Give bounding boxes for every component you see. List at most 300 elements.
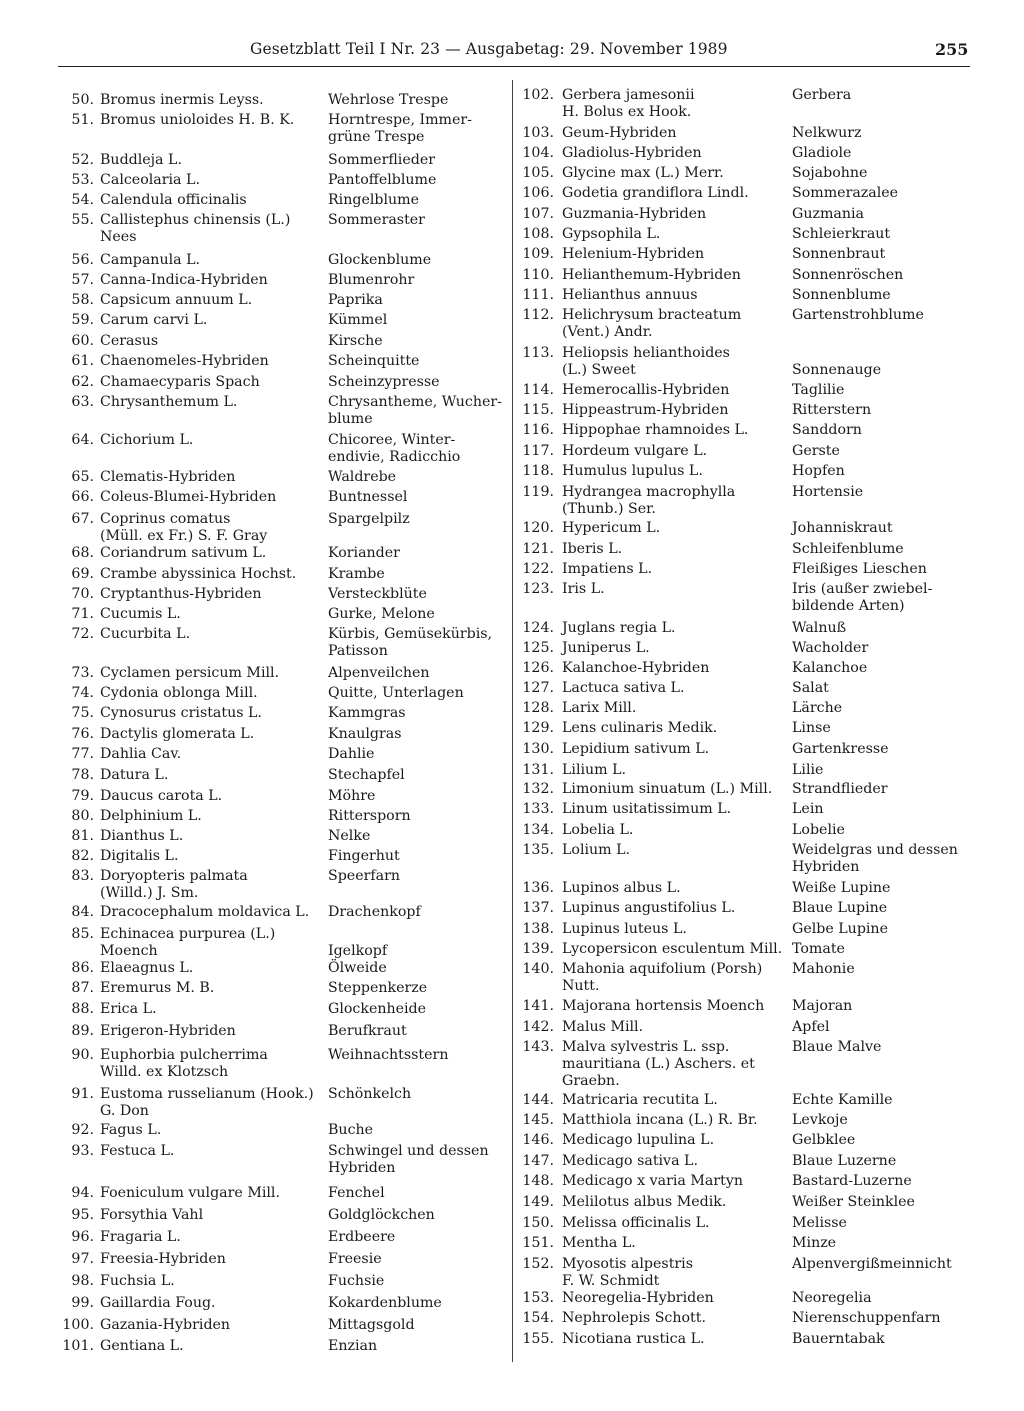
german-name-line: Glockenheide: [328, 1001, 427, 1017]
german-name-line: Sonnenbraut: [792, 246, 886, 262]
german-name: [328, 374, 440, 391]
german-name-line: Nierenschuppenfarn: [792, 1310, 941, 1326]
botanical-name-line: Gentiana L.: [100, 1338, 184, 1354]
german-name: [328, 292, 383, 309]
entry-number: 62.: [71, 374, 94, 390]
botanical-name: [562, 443, 707, 460]
botanical-name-line: (Willd.) J. Sm.: [100, 885, 199, 901]
entry-number: 79.: [71, 788, 94, 804]
entry-number: 109.: [522, 246, 554, 262]
botanical-name-line: Glycine max (L.) Merr.: [562, 165, 724, 181]
german-name-line: Rittersporn: [328, 808, 411, 824]
botanical-name: [562, 345, 730, 379]
botanical-name-line: Gladiolus-Hybriden: [562, 145, 702, 161]
botanical-name-line: Mahonia aquifolium (Porsh): [562, 961, 763, 977]
botanical-name: [562, 422, 748, 439]
entry-number: 152.: [522, 1256, 554, 1272]
german-name-line: Ritterstern: [792, 402, 872, 418]
botanical-name: [100, 1295, 216, 1312]
botanical-name: [100, 489, 276, 506]
german-name-line: Gerste: [792, 443, 840, 459]
german-name-line: Koriander: [328, 545, 400, 561]
german-name: [328, 828, 370, 845]
botanical-name-line: Carum carvi L.: [100, 312, 208, 328]
botanical-name-line: Echinacea purpurea (L.): [100, 926, 276, 942]
entry-number: 127.: [522, 680, 554, 696]
botanical-name-line: (Thunb.) Ser.: [562, 501, 656, 517]
botanical-name: [100, 1251, 226, 1268]
botanical-name: [562, 1112, 758, 1129]
entry-number: 76.: [71, 726, 94, 742]
german-name: [792, 443, 840, 460]
german-name-line: Gelbe Lupine: [792, 921, 888, 937]
botanical-name: [100, 1273, 175, 1290]
botanical-name: [562, 145, 702, 162]
german-name: [328, 1185, 385, 1202]
botanical-name: [562, 463, 703, 480]
botanical-name-line: Hippophae rhamnoides L.: [562, 422, 749, 438]
german-name: [792, 1112, 848, 1129]
botanical-name: [100, 1338, 184, 1355]
botanical-name-line: Lobelia L.: [562, 822, 634, 838]
botanical-name: [100, 1122, 161, 1139]
german-name-line: Sojabohne: [792, 165, 868, 181]
german-name: [792, 1019, 830, 1036]
botanical-name-line: Iberis L.: [562, 541, 623, 557]
entry-number: 95.: [71, 1207, 94, 1223]
entry-number: 57.: [71, 272, 94, 288]
botanical-name-line: Lolium L.: [562, 842, 631, 858]
german-name-line: Weiße Lupine: [792, 880, 891, 896]
botanical-name: [100, 586, 262, 603]
botanical-name: [562, 1132, 714, 1149]
german-name-line: Hybriden: [792, 859, 860, 875]
german-name-line: Apfel: [792, 1019, 830, 1035]
botanical-name: [562, 1173, 743, 1190]
german-name: [328, 1122, 373, 1139]
botanical-name: [562, 620, 676, 637]
entry-number: 50.: [71, 92, 94, 108]
entry-number: 141.: [522, 998, 554, 1014]
botanical-name: [100, 606, 181, 623]
german-name: [328, 705, 406, 722]
botanical-name-line: Juglans regia L.: [562, 620, 676, 636]
botanical-name-line: F. W. Schmidt: [562, 1273, 660, 1289]
botanical-name: [562, 741, 709, 758]
german-name: [792, 921, 888, 938]
german-name-line: Lobelie: [792, 822, 845, 838]
entry-number: 65.: [71, 469, 94, 485]
german-name: [792, 1235, 836, 1252]
german-name-line: Speerfarn: [328, 868, 401, 884]
german-name-line: Schleifenblume: [792, 541, 904, 557]
german-name-line: Lilie: [792, 762, 824, 778]
german-name-line: Walnuß: [792, 620, 847, 636]
german-name-line: Möhre: [328, 788, 376, 804]
german-name: [328, 626, 492, 660]
entry-number: 113.: [522, 345, 554, 361]
german-name: [792, 941, 845, 958]
german-name: [328, 1317, 415, 1334]
botanical-name: [562, 900, 735, 917]
botanical-name: [562, 781, 772, 798]
german-name-line: Gartenstrohblume: [792, 307, 924, 323]
german-name-line: Blaue Luzerne: [792, 1153, 897, 1169]
german-name: [792, 1290, 872, 1307]
german-name: [328, 152, 435, 169]
german-name-line: Strandflieder: [792, 781, 888, 797]
german-name: [328, 252, 431, 269]
german-name-line: Kümmel: [328, 312, 388, 328]
botanical-name: [100, 848, 179, 865]
german-name-line: Johanniskraut: [792, 520, 893, 536]
german-name-line: Patisson: [328, 643, 388, 659]
german-name: [792, 1215, 847, 1232]
botanical-name-line: Mentha L.: [562, 1235, 636, 1251]
entry-number: 143.: [522, 1039, 554, 1055]
entry-number: 71.: [71, 606, 94, 622]
german-name: [792, 165, 867, 182]
german-name: [792, 1153, 896, 1170]
german-name: [792, 246, 885, 263]
botanical-name: [100, 353, 269, 370]
botanical-name-line: Lepidium sativum L.: [562, 741, 710, 757]
entry-number: 83.: [71, 868, 94, 884]
botanical-name-line: Heliopsis helianthoides: [562, 345, 730, 361]
botanical-name: [562, 484, 735, 518]
botanical-name: [100, 212, 290, 246]
entry-number: 90.: [71, 1047, 94, 1063]
german-name: [328, 1023, 407, 1040]
german-name: [792, 640, 868, 657]
german-name-line: grüne Trespe: [328, 129, 425, 145]
german-name: [792, 1310, 941, 1327]
german-name-line: Gelbklee: [792, 1132, 856, 1148]
german-name-line: Glockenblume: [328, 252, 432, 268]
entry-number: 107.: [522, 206, 554, 222]
entry-number: 125.: [522, 640, 554, 656]
entry-number: 60.: [71, 333, 94, 349]
botanical-name: [562, 1039, 755, 1090]
entry-number: 155.: [522, 1331, 554, 1347]
botanical-name-line: Calendula officinalis: [100, 192, 247, 208]
german-name-line: Bauerntabak: [792, 1331, 885, 1347]
german-name-line: Blaue Lupine: [792, 900, 888, 916]
german-name-line: Blumenrohr: [328, 272, 415, 288]
german-name: [328, 272, 414, 289]
german-name: [792, 402, 871, 419]
entry-number: 115.: [522, 402, 554, 418]
botanical-name-line: Cyclamen persicum Mill.: [100, 665, 280, 681]
botanical-name: [100, 566, 296, 583]
botanical-name: [100, 374, 260, 391]
entry-number: 77.: [71, 746, 94, 762]
botanical-name-line: Lupinus angustifolius L.: [562, 900, 736, 916]
botanical-name-line: Forsythia Vahl: [100, 1207, 204, 1223]
botanical-name-line: Geum-Hybriden: [562, 125, 677, 141]
botanical-name-line: Cerasus: [100, 333, 159, 349]
entry-number: 124.: [522, 620, 554, 636]
entry-number: 54.: [71, 192, 94, 208]
german-name: [328, 192, 419, 209]
botanical-name-line: Bromus unioloides H. B. K.: [100, 112, 295, 128]
botanical-name: [100, 828, 183, 845]
botanical-name: [562, 921, 687, 938]
botanical-name: [562, 226, 660, 243]
german-name: [328, 1295, 442, 1312]
entry-number: 114.: [522, 382, 554, 398]
german-name-line: Kammgras: [328, 705, 406, 721]
botanical-name: [100, 1229, 181, 1246]
german-name: [328, 904, 421, 921]
german-name-line: Fenchel: [328, 1185, 385, 1201]
entry-number: 146.: [522, 1132, 554, 1148]
entry-number: 121.: [522, 541, 554, 557]
botanical-name-line: Erica L.: [100, 1001, 157, 1017]
botanical-name-line: Crambe abyssinica Hochst.: [100, 566, 297, 582]
german-name-line: Goldglöckchen: [328, 1207, 435, 1223]
german-name-line: Gladiole: [792, 145, 852, 161]
botanical-name: [100, 312, 207, 329]
entry-number: 86.: [71, 960, 94, 976]
botanical-name: [562, 246, 704, 263]
botanical-name: [100, 788, 222, 805]
german-name: [328, 432, 460, 466]
german-name: [792, 741, 889, 758]
german-name: [792, 87, 851, 104]
botanical-name-line: Fuchsia L.: [100, 1273, 175, 1289]
botanical-name-line: Godetia grandiflora Lindl.: [562, 185, 749, 201]
botanical-name-line: G. Don: [100, 1103, 149, 1119]
botanical-name-line: Helenium-Hybriden: [562, 246, 705, 262]
german-name-line: Alpenveilchen: [328, 665, 430, 681]
german-name-line: [328, 926, 387, 943]
botanical-name: [100, 469, 235, 486]
botanical-name: [100, 92, 264, 109]
german-name: [328, 469, 396, 486]
german-name-line: Weihnachtsstern: [328, 1047, 449, 1063]
german-name-line: Kirsche: [328, 333, 383, 349]
german-name-line: Dahlie: [328, 746, 375, 762]
german-name: [328, 1001, 426, 1018]
botanical-name-line: Canna-Indica-Hybriden: [100, 272, 268, 288]
botanical-name-line: Nicotiana rustica L.: [562, 1331, 705, 1347]
botanical-name-line: Iris L.: [562, 581, 605, 597]
botanical-name-line: Melissa officinalis L.: [562, 1215, 710, 1231]
botanical-name: [562, 1194, 726, 1211]
botanical-name-line: Daucus carota L.: [100, 788, 223, 804]
botanical-name: [100, 980, 214, 997]
german-name-line: Minze: [792, 1235, 837, 1251]
botanical-name-line: Hippeastrum-Hybriden: [562, 402, 729, 418]
botanical-name-line: Matthiola incana (L.) R. Br.: [562, 1112, 758, 1128]
german-name: [792, 961, 855, 978]
german-name-line: Linse: [792, 720, 831, 736]
german-name-line: Levkoje: [792, 1112, 848, 1128]
german-name: [792, 1132, 855, 1149]
entry-number: 70.: [71, 586, 94, 602]
botanical-name-line: Neoregelia-Hybriden: [562, 1290, 714, 1306]
german-name: [792, 267, 903, 284]
botanical-name-line: Kalanchoe-Hybriden: [562, 660, 710, 676]
german-name: [328, 808, 411, 825]
german-name: [792, 125, 861, 142]
german-name-line: Erdbeere: [328, 1229, 396, 1245]
botanical-name: [100, 808, 202, 825]
botanical-name-line: Cryptanthus-Hybriden: [100, 586, 262, 602]
german-name: [328, 511, 410, 528]
botanical-name-line: Foeniculum vulgare Mill.: [100, 1185, 280, 1201]
botanical-name-line: Eustoma russelianum (Hook.): [100, 1086, 314, 1102]
botanical-name-line: Lens culinaris Medik.: [562, 720, 718, 736]
botanical-name-line: Malva sylvestris L. ssp.: [562, 1039, 730, 1055]
german-name-line: Stechapfel: [328, 767, 405, 783]
botanical-name: [562, 561, 652, 578]
botanical-name-line: Dactylis glomerata L.: [100, 726, 255, 742]
german-name: [792, 345, 881, 379]
botanical-name-line: Erigeron-Hybriden: [100, 1023, 236, 1039]
entry-number: 140.: [522, 961, 554, 977]
german-name: [792, 620, 846, 637]
entry-number: 112.: [522, 307, 554, 323]
german-name-line: Bastard-Luzerne: [792, 1173, 912, 1189]
botanical-name-line: Callistephus chinensis (L.): [100, 212, 291, 228]
german-name-line: Nelke: [328, 828, 371, 844]
entry-number: 73.: [71, 665, 94, 681]
german-name-line: Sommerazalee: [792, 185, 899, 201]
german-name: [328, 767, 405, 784]
entry-number: 138.: [522, 921, 554, 937]
botanical-name-line: Majorana hortensis Moench: [562, 998, 765, 1014]
botanical-name: [562, 87, 694, 121]
entry-number: 80.: [71, 808, 94, 824]
botanical-name: [100, 394, 237, 411]
botanical-name: [100, 432, 193, 449]
botanical-name: [100, 1047, 268, 1081]
german-name: [792, 880, 890, 897]
german-name-line: Hybriden: [328, 1160, 396, 1176]
botanical-name: [562, 1092, 718, 1109]
botanical-name: [100, 272, 268, 289]
entry-number: 135.: [522, 842, 554, 858]
entry-number: 150.: [522, 1215, 554, 1231]
botanical-name-line: Coprinus comatus: [100, 511, 231, 527]
botanical-name-line: Medicago sativa L.: [562, 1153, 698, 1169]
german-name-line: Kalanchoe: [792, 660, 868, 676]
botanical-name-line: H. Bolus ex Hook.: [562, 104, 692, 120]
entry-number: 101.: [62, 1338, 94, 1354]
german-name-line: Sommerflieder: [328, 152, 436, 168]
german-name-line: Guzmania: [792, 206, 864, 222]
botanical-name-line: Hydrangea macrophylla: [562, 484, 736, 500]
botanical-name-line: Festuca L.: [100, 1143, 175, 1159]
botanical-name-line: Euphorbia pulcherrima: [100, 1047, 268, 1063]
botanical-name-line: Lilium L.: [562, 762, 627, 778]
german-name: [328, 172, 436, 189]
german-name: [328, 606, 435, 623]
botanical-name-line: Helichrysum bracteatum: [562, 307, 742, 323]
botanical-name-line: Dahlia Cav.: [100, 746, 182, 762]
german-name-line: Echte Kamille: [792, 1092, 893, 1108]
german-name-line: Mittagsgold: [328, 1317, 415, 1333]
botanical-name: [100, 511, 267, 545]
botanical-name-line: Coleus-Blumei-Hybriden: [100, 489, 277, 505]
botanical-name: [100, 192, 247, 209]
botanical-name-line: Doryopteris palmata: [100, 868, 248, 884]
botanical-name-line: Nephrolepis Schott.: [562, 1310, 706, 1326]
german-name-line: Buntnessel: [328, 489, 408, 505]
german-name: [792, 1256, 952, 1273]
german-name: [328, 312, 387, 329]
botanical-name-line: Impatiens L.: [562, 561, 653, 577]
botanical-name-line: Limonium sinuatum (L.) Mill.: [562, 781, 773, 797]
german-name-line: endivie, Radicchio: [328, 449, 461, 465]
german-name: [328, 1273, 384, 1290]
botanical-name: [100, 904, 309, 921]
entry-number: 97.: [71, 1251, 94, 1267]
botanical-name: [562, 541, 622, 558]
entry-number: 147.: [522, 1153, 554, 1169]
botanical-name-line: Moench: [100, 943, 158, 959]
entry-number: 105.: [522, 165, 554, 181]
entry-number: 103.: [522, 125, 554, 141]
german-name-line: Ringelblume: [328, 192, 419, 208]
german-name: [328, 489, 407, 506]
botanical-name: [100, 767, 168, 784]
botanical-name: [562, 125, 677, 142]
botanical-name-line: Graebn.: [562, 1073, 620, 1089]
entry-number: 69.: [71, 566, 94, 582]
german-name: [792, 382, 844, 399]
botanical-name-line: Freesia-Hybriden: [100, 1251, 226, 1267]
botanical-name-line: Datura L.: [100, 767, 169, 783]
german-name-line: Quitte, Unterlagen: [328, 685, 464, 701]
german-name-line: Ölweide: [328, 960, 387, 976]
german-name: [792, 822, 845, 839]
german-name-line: Lein: [792, 801, 824, 817]
botanical-name-line: Buddleja L.: [100, 152, 182, 168]
entry-number: 68.: [71, 545, 94, 561]
entry-number: 132.: [522, 781, 554, 797]
german-name: [328, 545, 400, 562]
german-name-line: Hortensie: [792, 484, 864, 500]
german-name: [328, 788, 375, 805]
german-name: [792, 307, 924, 324]
botanical-name-line: Nutt.: [562, 978, 600, 994]
entry-number: 58.: [71, 292, 94, 308]
german-name: [792, 1092, 893, 1109]
german-name-line: Neoregelia: [792, 1290, 872, 1306]
entry-number: 64.: [71, 432, 94, 448]
botanical-name-line: Chamaecyparis Spach: [100, 374, 260, 390]
german-name-line: Sommeraster: [328, 212, 425, 228]
german-name: [328, 926, 387, 960]
entry-number: 84.: [71, 904, 94, 920]
german-name-line: Sonnenröschen: [792, 267, 904, 283]
german-name-line: Salat: [792, 680, 829, 696]
german-name: [792, 842, 958, 876]
botanical-name-line: Cydonia oblonga Mill.: [100, 685, 258, 701]
german-name: [328, 980, 427, 997]
entry-number: 63.: [71, 394, 94, 410]
german-name: [792, 520, 893, 537]
botanical-name: [562, 680, 684, 697]
german-name-line: Waldrebe: [328, 469, 397, 485]
entry-number: 85.: [71, 926, 94, 942]
botanical-name: [100, 112, 294, 129]
botanical-name: [562, 842, 630, 859]
german-name-line: Taglilie: [792, 382, 845, 398]
